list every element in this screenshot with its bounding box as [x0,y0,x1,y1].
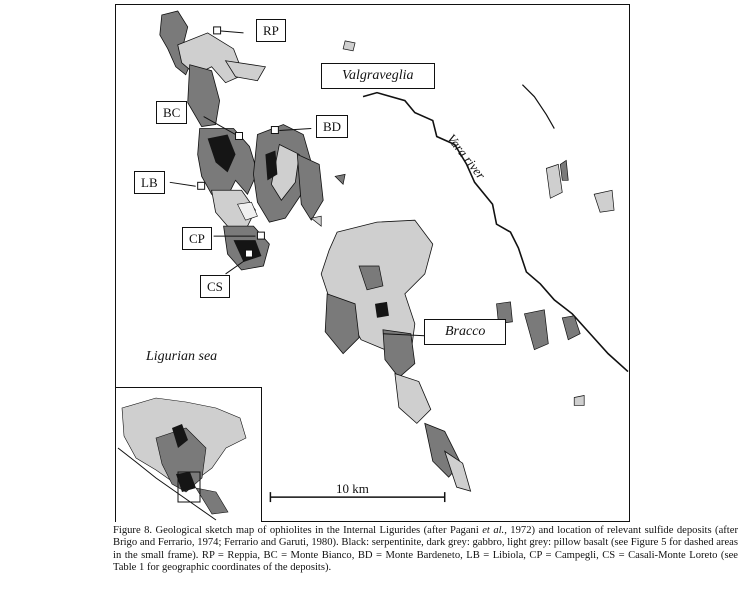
deposit-label-cs: CS [200,275,230,298]
basalt-area [574,395,584,405]
leader-line [220,31,244,33]
map-frame [115,4,630,522]
tributary-line [522,85,554,129]
deposit-label-lb: LB [134,171,165,194]
deposit-label-bd: BD [316,115,348,138]
river-label: Vara river [444,131,489,183]
region-label-valgraveglia: Valgraveglia [321,63,435,89]
islet [335,174,345,184]
basalt-area [594,190,614,212]
caption-text-part-2: , 1972) and location of relevant sulfide deposits (after Brigo and Ferrario, 1974; Ferrario and Garuti, 1980). Black: serpentinite, dark grey: gabbro, light grey: pillow basalt (see Figure 5 for dashed areas in the small frame). RP = Reppia, BC = Monte Bianco, BD = Monte Bardeneto, LB = Libiola, CP = Campegli, CS = Casali-Monte Loreto (see Table 1 for geographic coordinates of the deposits). [113,525,738,574]
gabbro-area [188,65,220,127]
sea-label: Ligurian sea [146,349,218,364]
caption-figure-number: Figure 8. [113,525,153,536]
caption-text-part-1: Geological sketch map of ophiolites in the Internal Ligurides (after Pagani [152,525,483,536]
deposit-marker-bd [271,127,278,134]
inset-map [116,387,262,522]
leader-line [170,182,196,186]
inset-gabbro [196,488,228,514]
basalt-area [395,374,431,424]
deposit-marker-bc [236,133,243,140]
gabbro-area [524,310,548,350]
gabbro-area [560,160,568,180]
gabbro-area [383,330,415,378]
caption-et-al: et al. [482,525,505,536]
inset-map-graphic [116,388,262,523]
deposit-label-bc: BC [156,101,187,124]
deposit-marker-cs [245,250,252,257]
deposit-label-rp: RP [256,19,286,42]
deposit-label-cp: CP [182,227,212,250]
islet [311,216,321,226]
figure-caption [113,525,738,575]
scale-bar-label: 10 km [336,481,369,496]
deposit-marker-rp [214,27,221,34]
serpentinite-area [375,302,389,318]
region-label-bracco: Bracco [424,319,506,345]
basalt-area [546,164,562,198]
islet [343,41,355,51]
gabbro-area [297,154,323,220]
deposit-marker-lb [198,182,205,189]
deposit-marker-cp [257,232,264,239]
